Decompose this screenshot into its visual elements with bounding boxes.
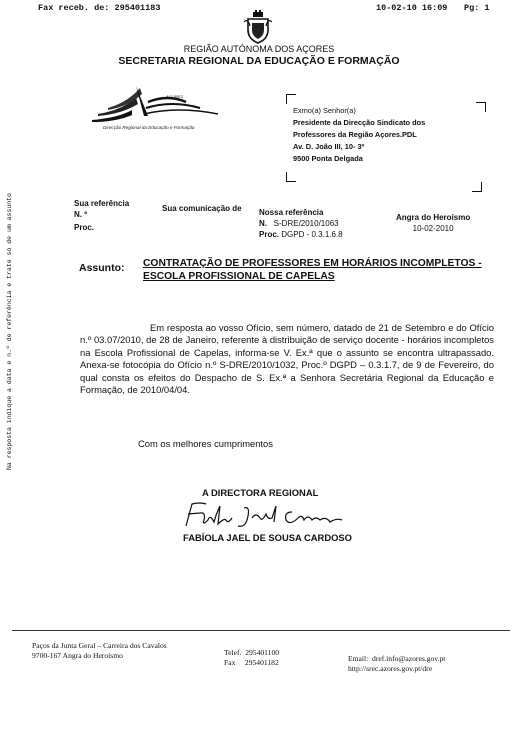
place-date-block <box>396 212 470 234</box>
address-corner-tr <box>476 102 486 112</box>
address-corner-bl <box>286 172 296 182</box>
assunto-label: Assunto: <box>79 262 125 274</box>
nossa-referencia-block <box>259 207 343 240</box>
fax-page: Pg: 1 <box>464 3 490 13</box>
nossa-n-value: S-DRE/2010/1063 <box>273 219 339 228</box>
fax-datetime: 10-02-10 16:09 <box>376 3 448 13</box>
web-link[interactable]: http://srec.azores.gov.pt/dre <box>348 664 433 673</box>
fax-sender: Fax receb. de: 295401183 <box>38 3 161 13</box>
fax-value: 295401182 <box>244 658 279 667</box>
signer-title: A DIRECTORA REGIONAL <box>202 487 319 498</box>
closing: Com os melhores cumprimentos <box>138 438 273 449</box>
footer-address2: 9700-167 Angra do Heroísmo <box>32 651 123 660</box>
recipient-line: Professores da Região Açores.PDL <box>293 130 417 139</box>
sua-comunicacao-block <box>162 203 242 214</box>
footer-address1: Paços da Junta Geral – Carreira dos Cavalos <box>32 641 167 650</box>
footer-contact <box>348 654 445 674</box>
recipient-line: 9500 Ponta Delgada <box>293 154 363 163</box>
email-label: Email: <box>348 654 369 663</box>
sua-n-label: N. º <box>74 210 88 219</box>
dref-logo-icon <box>88 82 238 124</box>
handwritten-signature-icon <box>180 500 350 530</box>
nossa-referencia-label: Nossa referência <box>259 208 324 217</box>
region-heading: REGIÃO AUTÓNOMA DOS AÇORES <box>183 44 335 54</box>
telef-value: 295401100 <box>245 648 280 657</box>
side-note: Na resposta indique a data e n.º de referência e trate só de um assunto <box>6 193 13 470</box>
nossa-proc-label: Proc. <box>259 230 280 239</box>
recipient-line: Presidente da Direcção Sindicato dos <box>293 118 426 127</box>
sua-referencia-block <box>74 198 129 233</box>
place: Angra do Heroísmo <box>396 213 471 222</box>
recipient-address <box>293 105 425 165</box>
sua-referencia-label: Sua referência <box>74 199 130 208</box>
footer-divider <box>12 630 510 631</box>
signer-name: FABÍOLA JAEL DE SOUSA CARDOSO <box>183 532 352 543</box>
assunto-text <box>143 257 482 283</box>
address-corner-tl <box>286 94 296 104</box>
recipient-line: Exmo(a) Senhor(a) <box>293 106 356 115</box>
footer-phone <box>224 648 279 668</box>
letter-body: Em resposta ao vosso Ofício, sem número, datado de 21 de Setembro e do Ofício n.º 03.07/2010, de 28 de Janeiro, referente à distribuição de serviço docente - horários incompletos na Escola Profissional de Capelas, informa-se V. Ex.ª que o assunto se encontra ultrapassado. Anexa-se fotocópia do Ofício n.º S-DRE/2010/1032, Proc.º DGPD – 0.3.1.7, de 9 de Fevereiro, do qual consta os efeitos do Despacho de S. Ex.ª a Senhora Secretária Regional da Educação e Formação, de 2010/04/04. <box>80 322 494 396</box>
nossa-proc-value: DGPD - 0.3.1.6.8 <box>281 230 343 239</box>
logo-caption: Direcção Regional da Educação e Formação <box>103 125 195 130</box>
address-corner-br <box>472 182 482 192</box>
email-link[interactable]: dref.info@azores.gov.pt <box>372 654 446 663</box>
assunto-line2: ESCOLA PROFISSIONAL DE CAPELAS <box>143 271 335 282</box>
sua-comunicacao-label: Sua comunicação de <box>162 204 242 213</box>
sua-proc-label: Proc. <box>74 223 95 232</box>
secretaria-heading: SECRETARIA REGIONAL DA EDUCAÇÃO E FORMAÇÃO <box>118 55 400 67</box>
coat-of-arms-icon <box>244 10 272 44</box>
logo-word: AÇORES <box>166 94 183 99</box>
recipient-line: Av. D. João III, 10- 3º <box>293 142 365 151</box>
telef-label: Telef. <box>224 648 242 657</box>
nossa-n-label: N. <box>259 219 267 228</box>
footer-address <box>32 641 167 661</box>
assunto-line1: CONTRATAÇÃO DE PROFESSORES EM HORÁRIOS INCOMPLETOS - <box>143 258 482 269</box>
letter-date: 10-02-2010 <box>412 224 454 233</box>
fax-label: Fax <box>224 658 236 667</box>
